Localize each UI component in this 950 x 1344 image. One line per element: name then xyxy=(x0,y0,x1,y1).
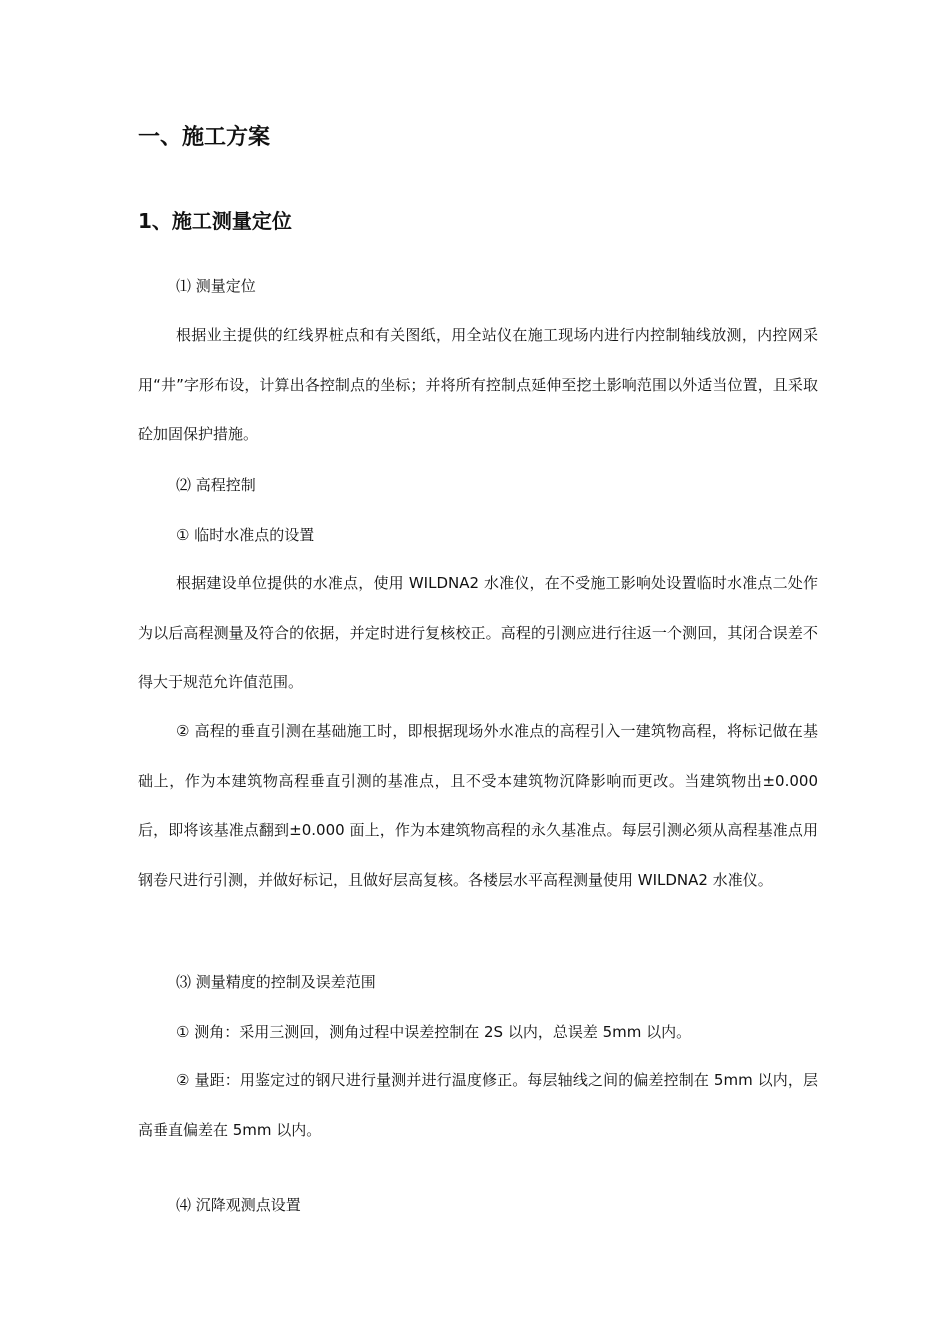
item-title-settlement-points: ⑷ 沉降观测点设置 xyxy=(176,1196,301,1214)
paragraph-distance-measurement: ② 量距：用鉴定过的钢尺进行量测并进行温度修正。每层轴线之间的偏差控制在 5mm 以内，层高垂直偏差在 5mm 以内。 xyxy=(138,1071,818,1139)
item-title-temporary-benchmark: ① 临时水准点的设置 xyxy=(176,526,315,544)
item-title-survey-positioning: ⑴ 测量定位 xyxy=(176,277,256,295)
list-item-angle-measurement: ① 测角：采用三测回，测角过程中误差控制在 2S 以内，总误差 5mm 以内。 xyxy=(176,1023,692,1041)
paragraph-vertical-transfer: ② 高程的垂直引测在基础施工时，即根据现场外水准点的高程引入一建筑物高程，将标记做在基础上，作为本建筑物高程垂直引测的基准点，且不受本建筑物沉降影响而更改。当建筑物出±0.000 后，即将该基准点翻到±0.000 面上，作为本建筑物高程的永久基准点。每层引测必须从高程基准点用钢卷尺进行引测，并做好标记，且做好层高复核。各楼层水平高程测量使用 WILDNA2 水准仪。 xyxy=(138,722,818,889)
paragraph-temporary-benchmark: 根据建设单位提供的水准点，使用 WILDNA2 水准仪，在不受施工影响处设置临时水准点二处作为以后高程测量及符合的依据，并定时进行复核校正。高程的引测应进行往返一个测回，其闭合误差不得大于规范允许值范围。 xyxy=(138,574,818,691)
item-title-elevation-control: ⑵ 高程控制 xyxy=(176,476,256,494)
subsection-heading: 1、施工测量定位 xyxy=(138,209,292,233)
section-heading: 一、施工方案 xyxy=(138,125,271,150)
item-title-accuracy-control: ⑶ 测量精度的控制及误差范围 xyxy=(176,973,376,991)
paragraph-survey-positioning: 根据业主提供的红线界桩点和有关图纸，用全站仪在施工现场内进行内控制轴线放测，内控网采用“井”字形布设，计算出各控制点的坐标；并将所有控制点延伸至挖土影响范围以外适当位置，且采取砼加固保护措施。 xyxy=(138,326,818,443)
